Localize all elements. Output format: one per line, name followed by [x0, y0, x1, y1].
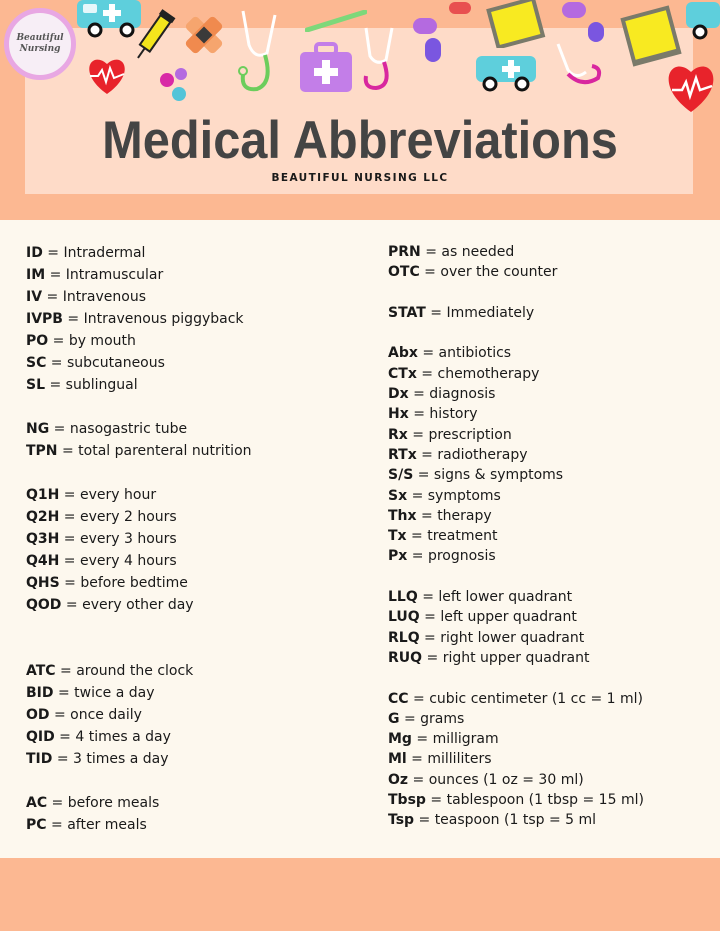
abbreviation-meaning: as needed [441, 244, 515, 260]
abbreviation-term: Ml [388, 751, 407, 768]
abbreviation-term: Hx [388, 406, 409, 423]
equals-separator: = [408, 406, 430, 423]
abbreviation-meaning: grams [420, 710, 465, 727]
abbreviation-meaning: left upper quadrant [440, 609, 577, 626]
equals-separator: = [42, 289, 63, 305]
abbreviation-term: AC [26, 795, 48, 811]
stethoscope-icon-3 [552, 40, 608, 90]
footer-band [0, 858, 720, 931]
equals-separator: = [407, 487, 428, 504]
abbreviation-meaning: Intramuscular [65, 267, 164, 283]
equals-separator: = [416, 507, 438, 524]
abbreviation-row [388, 689, 644, 709]
abbreviation-term: Q1H [26, 487, 60, 503]
heart-pulse-icon [84, 56, 130, 96]
equals-separator: = [406, 528, 428, 545]
abbreviation-meaning: right lower quadrant [440, 629, 585, 646]
abbreviation-row [388, 262, 644, 282]
equals-separator: = [406, 751, 428, 768]
abbreviation-term: STAT [388, 304, 426, 321]
left-column [26, 242, 252, 836]
abbreviation-meaning: once daily [70, 707, 142, 723]
group-spacer [388, 283, 644, 303]
abbreviation-row [26, 264, 252, 286]
abbreviation-term: QHS [26, 575, 60, 591]
equals-separator: = [408, 386, 430, 403]
abbreviation-row [388, 486, 644, 506]
abbreviation-row [26, 814, 252, 836]
equals-separator: = [422, 649, 443, 666]
abbreviation-row [26, 352, 252, 374]
abbreviation-term: Abx [388, 345, 418, 362]
abbreviation-term: RLQ [388, 629, 420, 646]
abbreviation-row [388, 587, 644, 607]
abbreviation-row [26, 682, 252, 704]
abbreviation-meaning: nasogastric tube [69, 421, 188, 437]
abbreviation-meaning: every 2 hours [80, 509, 177, 525]
abbreviation-term: Dx [388, 386, 409, 403]
abbreviation-term: Tsp [388, 812, 415, 829]
equals-separator: = [414, 812, 435, 829]
first-aid-kit-icon [298, 42, 354, 94]
abbreviation-meaning: around the clock [76, 663, 194, 679]
abbreviation-row [388, 364, 644, 384]
abbreviation-row [26, 242, 252, 264]
equals-separator: = [425, 304, 447, 321]
ambulance-icon-2 [474, 52, 540, 92]
abbreviation-term: SL [26, 377, 46, 393]
abbreviation-term: Tx [388, 528, 407, 545]
abbreviation-meaning: every hour [80, 487, 157, 503]
abbreviation-meaning: by mouth [68, 333, 136, 349]
abbreviation-term: PRN [388, 244, 421, 260]
equals-separator: = [49, 707, 71, 723]
thermometer-icon [305, 10, 367, 32]
abbreviation-meaning: before meals [67, 795, 160, 811]
abbreviation-row [26, 506, 252, 528]
abbreviation-meaning: over the counter [440, 264, 558, 281]
abbreviation-row [26, 374, 252, 396]
equals-separator: = [419, 264, 441, 281]
pill-capsule-icon-3 [560, 0, 610, 45]
abbreviation-term: CC [388, 690, 409, 707]
equals-separator: = [408, 690, 430, 707]
equals-separator: = [55, 663, 77, 679]
equals-separator: = [46, 355, 67, 371]
abbreviation-meaning: antibiotics [438, 345, 512, 362]
abbreviation-term: TPN [26, 443, 58, 459]
abbreviation-meaning: prognosis [427, 548, 496, 565]
abbreviation-term: ID [26, 245, 43, 261]
equals-separator: = [417, 589, 439, 606]
abbreviation-row [388, 526, 644, 546]
abbreviation-row [388, 709, 644, 729]
abbreviation-row [26, 418, 252, 440]
abbreviation-term: RTx [388, 446, 417, 463]
stethoscope-icon [235, 5, 290, 95]
abbreviation-row [26, 726, 252, 748]
pill-capsule-icon [155, 66, 195, 104]
abbreviation-meaning: tablespoon (1 tbsp = 15 ml) [446, 792, 644, 809]
abbreviation-meaning: prescription [428, 426, 512, 443]
abbreviation-term: Sx [388, 487, 408, 504]
abbreviation-row [26, 330, 252, 352]
abbreviation-row [388, 303, 644, 323]
equals-separator: = [49, 421, 70, 437]
abbreviation-row [26, 704, 252, 726]
pill-capsule-icon-2 [405, 0, 475, 65]
abbreviation-term: TID [26, 751, 53, 767]
abbreviation-row [388, 749, 644, 769]
abbreviation-meaning: therapy [437, 507, 492, 524]
ambulance-icon-3 [686, 0, 720, 44]
logo-text-line1: Beautiful [16, 33, 64, 43]
abbreviation-row [26, 308, 252, 330]
abbreviation-term: PO [26, 333, 49, 349]
abbreviation-meaning: ounces (1 oz = 30 ml) [428, 771, 584, 788]
abbreviation-meaning: after meals [67, 817, 147, 833]
equals-separator: = [419, 609, 441, 626]
abbreviation-row [388, 445, 644, 465]
equals-separator: = [425, 792, 447, 809]
abbreviation-row [388, 242, 644, 262]
abbreviation-row [388, 425, 644, 445]
heart-pulse-icon-2 [662, 62, 720, 114]
abbreviation-term: CTx [388, 365, 417, 382]
abbreviation-term: IVPB [26, 311, 63, 327]
equals-separator: = [411, 731, 433, 748]
abbreviation-meaning: Intradermal [63, 245, 146, 261]
abbreviation-row [388, 770, 644, 790]
equals-separator: = [52, 751, 74, 767]
abbreviation-row [388, 506, 644, 526]
abbreviation-meaning: every other day [82, 597, 194, 613]
equals-separator: = [48, 333, 69, 349]
abbreviation-term: LLQ [388, 589, 418, 606]
equals-separator: = [42, 245, 64, 261]
abbreviation-row [388, 810, 644, 830]
abbreviation-row [26, 286, 252, 308]
abbreviation-term: S/S [388, 467, 414, 484]
abbreviation-row [388, 729, 644, 749]
abbreviation-term: Px [388, 548, 408, 565]
abbreviation-row [26, 594, 252, 616]
abbreviation-term: NG [26, 421, 50, 437]
equals-separator: = [59, 509, 80, 525]
abbreviation-term: Mg [388, 731, 412, 748]
abbreviation-meaning: every 3 hours [80, 531, 177, 547]
right-column [388, 242, 644, 831]
equals-separator: = [46, 817, 68, 833]
abbreviation-meaning: total parenteral nutrition [78, 443, 252, 459]
abbreviation-meaning: 3 times a day [73, 751, 169, 767]
abbreviation-row [26, 572, 252, 594]
abbreviation-term: RUQ [388, 649, 423, 666]
equals-separator: = [407, 548, 428, 565]
abbreviation-row [388, 546, 644, 566]
equals-separator: = [413, 467, 434, 484]
abbreviation-term: Oz [388, 771, 409, 788]
equals-separator: = [45, 267, 66, 283]
equals-separator: = [417, 345, 439, 362]
abbreviation-meaning: twice a day [74, 685, 155, 701]
equals-separator: = [420, 244, 442, 260]
equals-separator: = [416, 446, 438, 463]
abbreviation-row [388, 648, 644, 668]
abbreviation-row [26, 440, 252, 462]
bandage-icon [180, 10, 228, 60]
equals-separator: = [53, 685, 75, 701]
abbreviation-term: OTC [388, 264, 420, 281]
abbreviation-meaning: cubic centimeter (1 cc = 1 ml) [429, 690, 644, 707]
clipboard-icon-2 [620, 5, 682, 67]
abbreviation-row [388, 465, 644, 485]
equals-separator: = [57, 443, 79, 459]
abbreviation-term: QID [26, 729, 55, 745]
equals-separator: = [408, 771, 429, 788]
abbreviation-term: IV [26, 289, 43, 305]
brand-logo [4, 8, 76, 80]
group-spacer [388, 323, 644, 343]
abbreviation-term: Tbsp [388, 792, 426, 809]
equals-separator: = [62, 311, 84, 327]
abbreviation-meaning: milliliters [427, 751, 492, 768]
abbreviation-row [388, 790, 644, 810]
equals-separator: = [59, 553, 80, 569]
logo-text-line2: Nursing [19, 44, 61, 54]
equals-separator: = [47, 795, 68, 811]
abbreviation-row [26, 792, 252, 814]
abbreviation-meaning: chemotherapy [437, 365, 540, 382]
page-title: Medical Abbreviations [102, 111, 618, 170]
header-banner [0, 0, 720, 220]
abbreviation-row [388, 628, 644, 648]
abbreviation-meaning: teaspoon (1 tsp = 5 ml [434, 812, 597, 829]
abbreviation-meaning: 4 times a day [75, 729, 171, 745]
abbreviation-term: IM [26, 267, 46, 283]
abbreviation-meaning: Immediately [446, 304, 535, 321]
equals-separator: = [61, 597, 83, 613]
abbreviation-term: LUQ [388, 609, 420, 626]
abbreviation-row [26, 550, 252, 572]
abbreviation-row [388, 384, 644, 404]
abbreviation-meaning: right upper quadrant [442, 649, 590, 666]
abbreviation-meaning: milligram [432, 731, 499, 748]
abbreviation-meaning: diagnosis [429, 386, 496, 403]
abbreviation-meaning: treatment [427, 528, 498, 545]
abbreviation-term: Q2H [26, 509, 60, 525]
abbreviation-meaning: history [429, 406, 478, 423]
abbreviation-term: OD [26, 707, 50, 723]
abbreviation-row [26, 748, 252, 770]
equals-separator: = [45, 377, 66, 393]
abbreviation-term: ATC [26, 663, 56, 679]
equals-separator: = [59, 487, 80, 503]
abbreviation-row [388, 404, 644, 424]
group-spacer [388, 567, 644, 587]
clipboard-icon [485, 0, 547, 48]
equals-separator: = [407, 426, 429, 443]
group-spacer [26, 396, 252, 418]
abbreviation-meaning: subcutaneous [67, 355, 165, 371]
abbreviation-meaning: before bedtime [80, 575, 188, 591]
syringe-icon [132, 5, 177, 65]
abbreviation-meaning: Intravenous [62, 289, 147, 305]
abbreviation-term: PC [26, 817, 47, 833]
abbreviation-row [26, 528, 252, 550]
abbreviation-term: Q3H [26, 531, 60, 547]
abbreviation-term: Q4H [26, 553, 60, 569]
abbreviation-term: G [388, 710, 400, 727]
abbreviation-meaning: Intravenous piggyback [83, 311, 244, 327]
abbreviation-meaning: sublingual [65, 377, 138, 393]
equals-separator: = [419, 629, 441, 646]
abbreviation-meaning: symptoms [427, 487, 501, 504]
abbreviation-term: QOD [26, 597, 62, 613]
abbreviation-list-area [0, 220, 720, 858]
group-spacer [388, 668, 644, 688]
stethoscope-icon-2 [362, 20, 404, 92]
abbreviation-meaning: left lower quadrant [438, 589, 573, 606]
abbreviation-row [26, 660, 252, 682]
abbreviation-row [388, 607, 644, 627]
equals-separator: = [416, 365, 438, 382]
equals-separator: = [399, 710, 421, 727]
equals-separator: = [59, 531, 80, 547]
abbreviation-term: BID [26, 685, 54, 701]
abbreviation-row [26, 484, 252, 506]
abbreviation-meaning: every 4 hours [80, 553, 177, 569]
abbreviation-meaning: radiotherapy [437, 446, 528, 463]
abbreviation-meaning: signs & symptoms [433, 467, 564, 484]
page-subtitle: BEAUTIFUL NURSING LLC [271, 172, 449, 184]
group-spacer [26, 462, 252, 484]
abbreviation-row [388, 343, 644, 363]
abbreviation-term: Rx [388, 426, 408, 443]
group-spacer [26, 638, 252, 660]
abbreviation-term: SC [26, 355, 47, 371]
equals-separator: = [59, 575, 81, 591]
abbreviation-term: Thx [388, 507, 417, 524]
group-spacer [26, 770, 252, 792]
equals-separator: = [54, 729, 76, 745]
group-spacer [26, 616, 252, 638]
